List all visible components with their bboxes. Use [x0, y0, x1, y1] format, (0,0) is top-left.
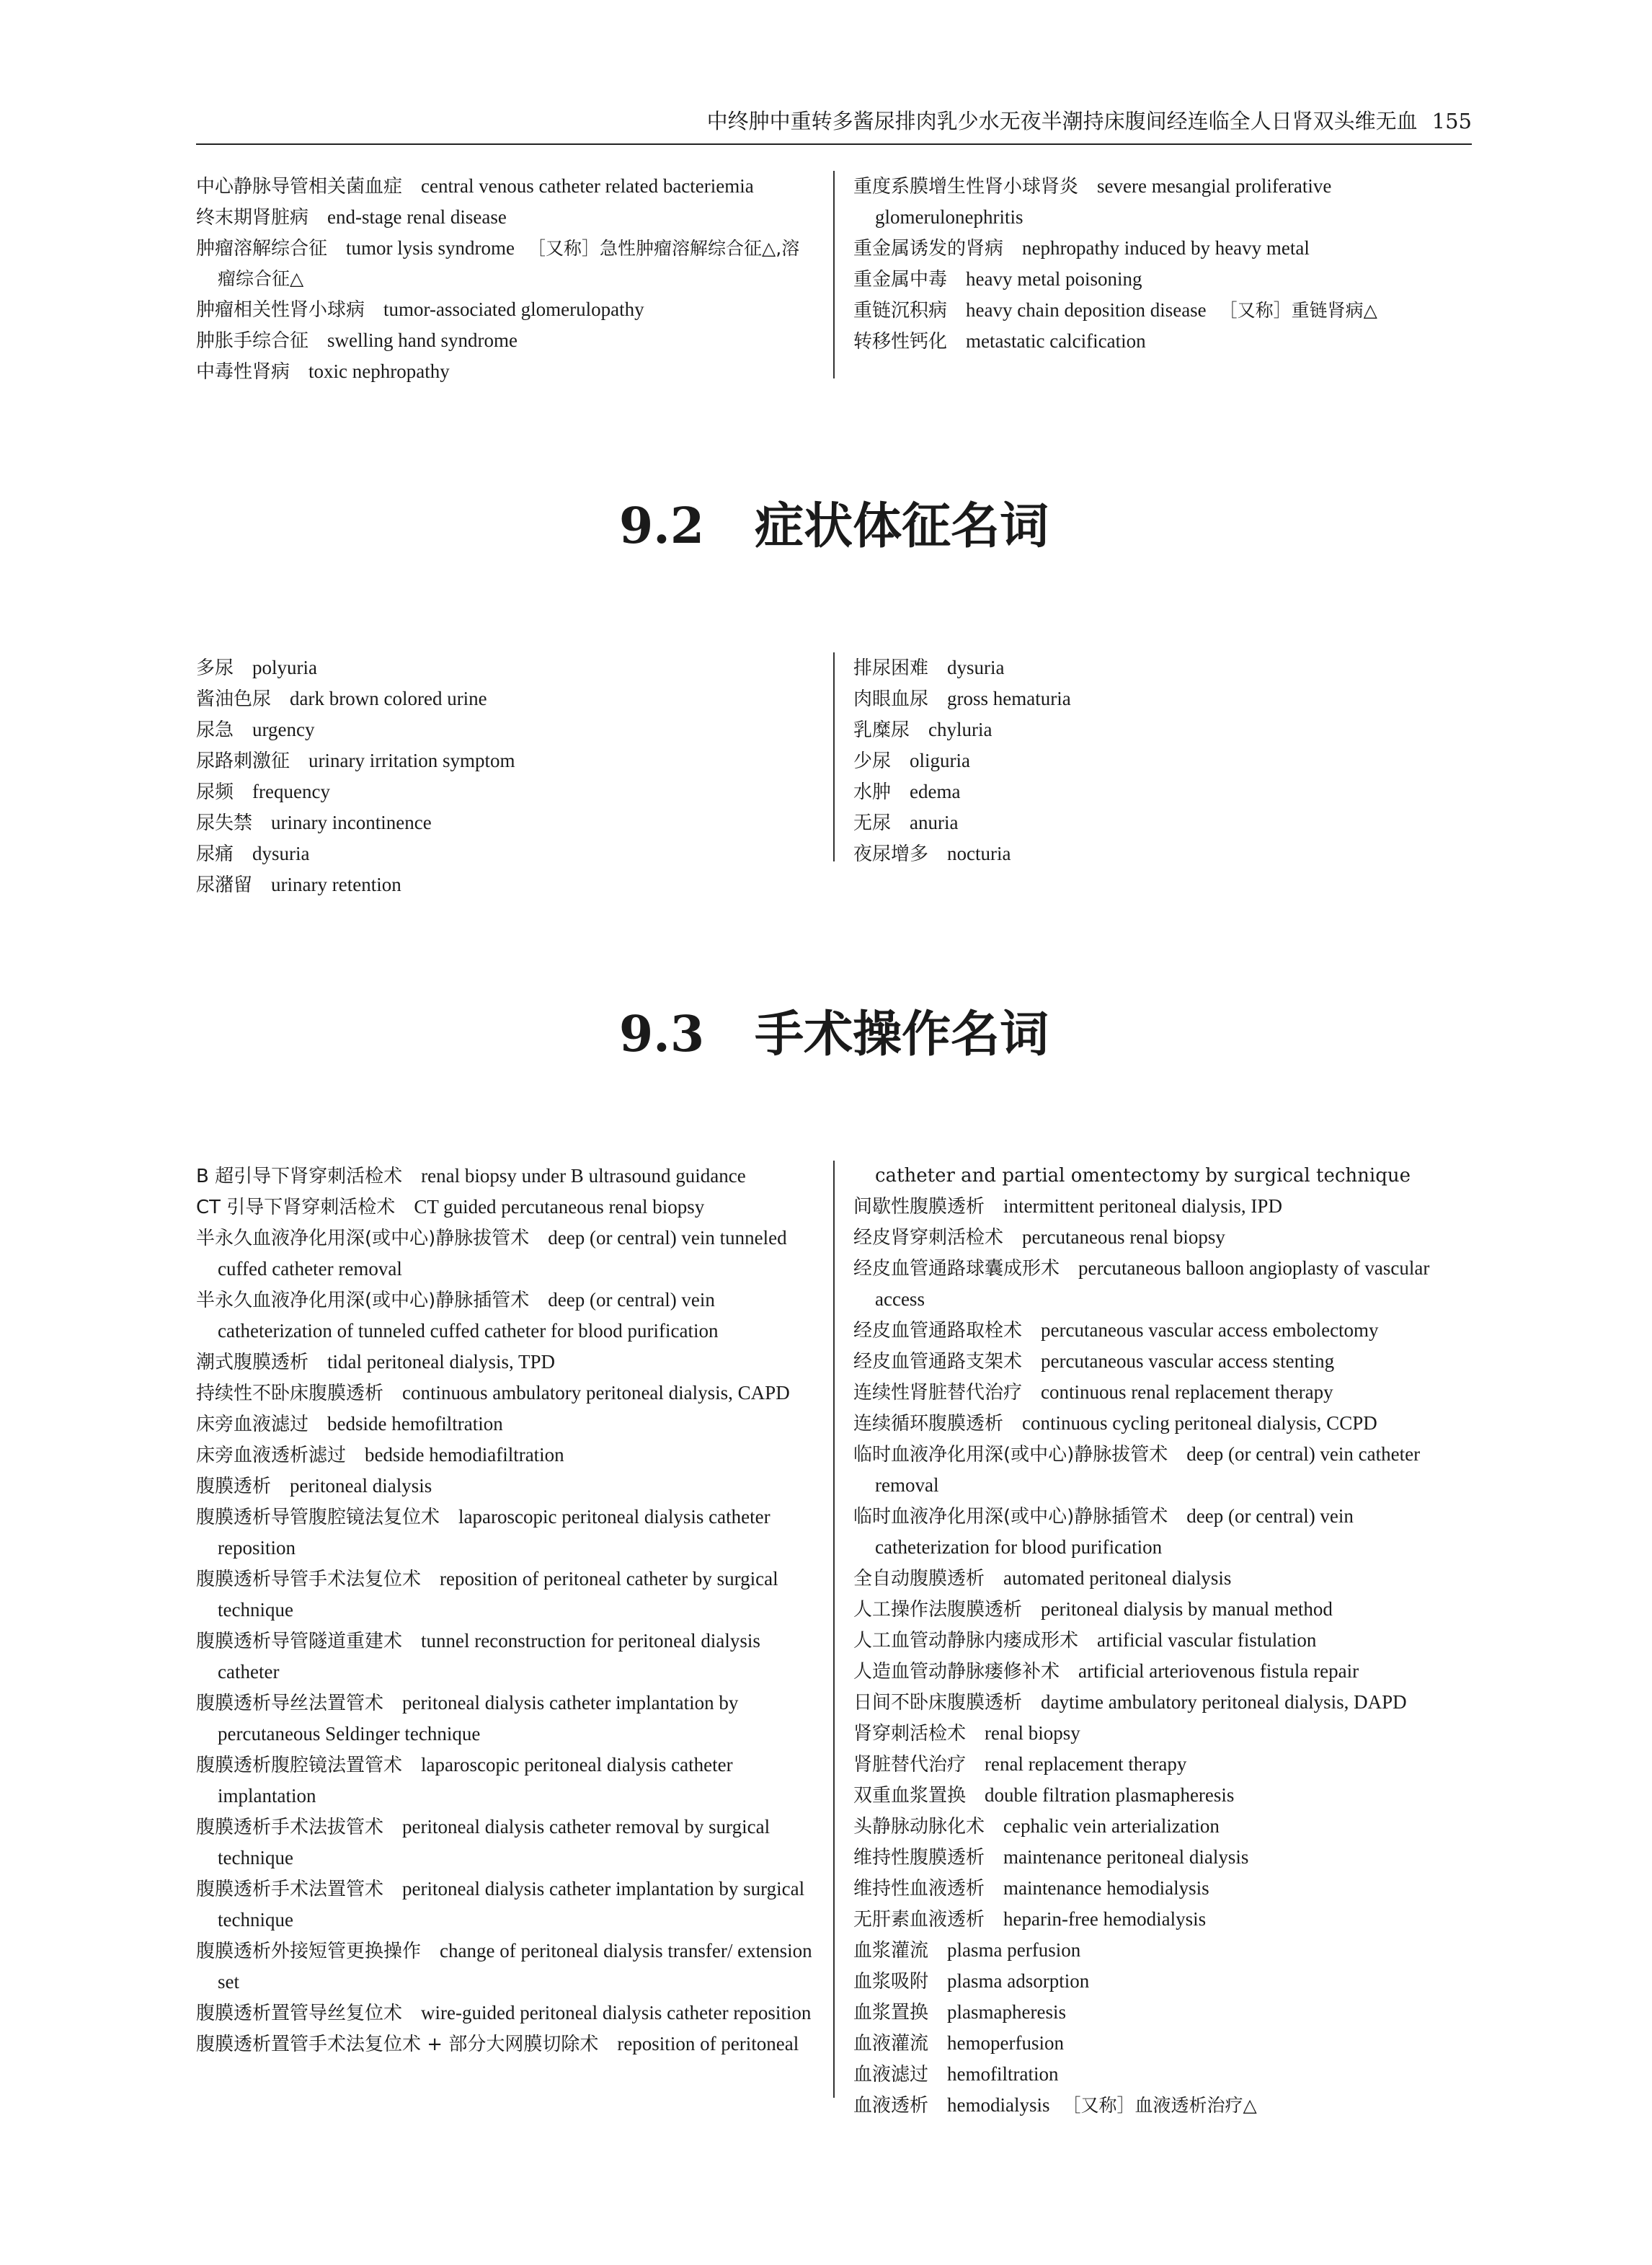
term-entry	[853, 838, 1472, 869]
term-entry	[853, 652, 1472, 683]
term-english: peritoneal dialysis catheter removal by surgical technique	[218, 1816, 771, 1869]
term-english: cephalic vein arterialization	[1003, 1815, 1220, 1837]
term-chinese: 人造血管动静脉瘘修补术	[853, 1661, 1060, 1683]
term-entry	[196, 838, 816, 869]
term-chinese: 腹膜透析	[196, 1476, 272, 1497]
term-entry	[196, 1223, 816, 1285]
term-entry	[196, 1347, 816, 1378]
term-entry	[853, 1718, 1472, 1749]
term-entry	[853, 1377, 1472, 1408]
term-english: bedside hemodiafiltration	[365, 1444, 564, 1466]
term-entry	[853, 2059, 1472, 2090]
term-entry	[853, 683, 1472, 714]
term-english: laparoscopic peritoneal dialysis catheter reposition	[218, 1506, 771, 1559]
term-entry	[196, 294, 816, 325]
term-chinese: 乳糜尿	[853, 719, 910, 741]
term-english: dysuria	[252, 843, 310, 864]
term-entry	[196, 356, 816, 387]
term-entry	[196, 1161, 816, 1192]
term-english: plasma adsorption	[947, 1970, 1090, 1992]
term-chinese: 中心静脉导管相关菌血症	[196, 176, 403, 198]
term-chinese: 腹膜透析置管导丝复位术	[196, 2003, 403, 2024]
term-entry	[853, 776, 1472, 807]
term-english: continuous cycling peritoneal dialysis, CCPD	[1022, 1412, 1377, 1434]
term-entry	[853, 714, 1472, 745]
header-rule	[196, 143, 1472, 145]
term-chinese: 尿频	[196, 781, 234, 803]
running-head	[196, 107, 1472, 136]
term-entry	[853, 2028, 1472, 2059]
term-entry	[196, 1471, 816, 1502]
left-column	[196, 652, 816, 900]
term-entry	[196, 1998, 816, 2029]
term-entry	[196, 1285, 816, 1347]
section-title-9-2	[196, 497, 1472, 555]
section-procedures	[196, 1161, 1472, 2116]
term-english: nephropathy induced by heavy metal	[1022, 237, 1310, 259]
term-english: deep (or central) vein tunneled cuffed catheter removal	[218, 1227, 787, 1280]
term-english: swelling hand syndrome	[327, 329, 518, 351]
term-chinese: 血浆置换	[853, 2002, 929, 2024]
term-english: chyluria	[928, 719, 992, 740]
term-chinese: 腹膜透析导管隧道重建术	[196, 1631, 403, 1652]
term-english: artificial arteriovenous fistula repair	[1078, 1660, 1359, 1682]
term-entry	[853, 1904, 1472, 1935]
term-entry	[196, 714, 816, 745]
term-synonym: ［又称］血液透析治疗△	[1062, 2095, 1257, 2116]
term-chinese: B 超引导下肾穿刺活检术	[196, 1166, 403, 1187]
term-entry	[853, 1811, 1472, 1842]
term-entry	[853, 1501, 1472, 1563]
term-entry	[853, 1439, 1472, 1501]
term-chinese: 水肿	[853, 781, 892, 803]
term-english: metastatic calcification	[966, 330, 1146, 352]
term-chinese: 终末期肾脏病	[196, 207, 309, 229]
term-chinese: 无肝素血液透析	[853, 1909, 985, 1931]
term-entry	[853, 171, 1472, 233]
term-english: percutaneous balloon angioplasty of vascular access	[875, 1257, 1430, 1310]
term-chinese: 连续循环腹膜透析	[853, 1413, 1004, 1435]
term-chinese: 腹膜透析手术法拔管术	[196, 1817, 384, 1838]
term-english: daytime ambulatory peritoneal dialysis, DAPD	[1041, 1691, 1407, 1713]
term-entry	[853, 807, 1472, 838]
term-chinese: 经皮血管通路支架术	[853, 1351, 1023, 1373]
term-chinese: 腹膜透析腹腔镜法置管术	[196, 1755, 403, 1776]
term-english: peritoneal dialysis by manual method	[1041, 1598, 1333, 1620]
right-entries	[853, 1191, 1472, 2121]
term-english: urinary incontinence	[271, 812, 432, 833]
term-english: hemoperfusion	[947, 2032, 1064, 2054]
term-chinese: 腹膜透析外接短管更换操作	[196, 1941, 422, 1962]
term-english: deep (or central) vein catheterization for blood purification	[875, 1505, 1354, 1558]
term-chinese: 肿胀手综合征	[196, 330, 309, 352]
term-english: hemodialysis	[947, 2094, 1050, 2116]
term-entry	[853, 1563, 1472, 1594]
term-chinese: 夜尿增多	[853, 843, 929, 865]
term-english: maintenance hemodialysis	[1003, 1877, 1209, 1899]
term-chinese: 肿瘤溶解综合征	[196, 238, 328, 260]
term-english: continuous renal replacement therapy	[1041, 1381, 1333, 1403]
term-english: nocturia	[947, 843, 1011, 864]
term-english: heavy chain deposition disease	[966, 299, 1207, 321]
term-chinese: 腹膜透析导丝法置管术	[196, 1693, 384, 1714]
term-entry	[853, 326, 1472, 357]
term-english: peritoneal dialysis	[290, 1475, 432, 1497]
term-entry	[853, 745, 1472, 776]
term-chinese: 肿瘤相关性肾小球病	[196, 299, 365, 321]
term-english: wire-guided peritoneal dialysis catheter reposition	[421, 2002, 812, 2024]
term-entry	[853, 1780, 1472, 1811]
term-entry	[196, 1440, 816, 1471]
term-entry	[196, 1409, 816, 1440]
column-divider	[833, 171, 835, 378]
term-entry	[853, 1935, 1472, 1966]
term-english: dark brown colored urine	[290, 688, 487, 709]
term-entry	[196, 869, 816, 900]
term-entry	[853, 1253, 1472, 1315]
term-english: hemofiltration	[947, 2063, 1059, 2085]
term-english: percutaneous vascular access embolectomy	[1041, 1319, 1379, 1341]
term-english: percutaneous vascular access stenting	[1041, 1350, 1335, 1372]
section-title-9-3	[196, 1006, 1472, 1063]
term-chinese: 尿急	[196, 719, 234, 741]
term-entry	[196, 325, 816, 356]
term-english: tidal peritoneal dialysis, TPD	[327, 1351, 555, 1373]
term-english: renal biopsy	[985, 1722, 1080, 1744]
page-number: 155	[1431, 109, 1472, 133]
term-chinese: 重金属诱发的肾病	[853, 238, 1004, 260]
term-chinese: 半永久血液净化用深(或中心)静脉插管术	[196, 1290, 530, 1311]
column-divider	[833, 652, 835, 861]
term-chinese: 尿路刺激征	[196, 750, 290, 772]
right-column	[853, 652, 1472, 869]
term-entry	[196, 1626, 816, 1688]
term-english: heparin-free hemodialysis	[1003, 1908, 1207, 1930]
term-chinese: 尿失禁	[196, 812, 253, 834]
term-chinese: 排尿困难	[853, 657, 929, 679]
term-entry	[853, 1749, 1472, 1780]
term-chinese: 维持性腹膜透析	[853, 1847, 985, 1869]
term-chinese: 肉眼血尿	[853, 688, 929, 710]
term-chinese: 持续性不卧床腹膜透析	[196, 1383, 384, 1404]
term-english: urgency	[252, 719, 315, 740]
term-chinese: 腹膜透析置管手术法复位术 + 部分大网膜切除术	[196, 2034, 599, 2055]
term-chinese: 潮式腹膜透析	[196, 1352, 309, 1373]
term-english: deep (or central) vein catheterization of tunneled cuffed catheter for blood purification	[218, 1289, 719, 1342]
term-chinese: 多尿	[196, 657, 234, 679]
term-chinese: 腹膜透析手术法置管术	[196, 1879, 384, 1900]
term-chinese: 临时血液净化用深(或中心)静脉插管术	[853, 1506, 1168, 1528]
term-entry	[196, 1812, 816, 1874]
term-english: plasmapheresis	[947, 2001, 1066, 2023]
term-entry	[853, 2090, 1472, 2121]
term-chinese: 重链沉积病	[853, 300, 948, 322]
term-entry	[196, 202, 816, 233]
running-head-title: 中终肿中重转多酱尿排肉乳少水无夜半潮持床腹间经连临全人日肾双头维无血	[706, 109, 1418, 133]
left-column	[196, 171, 816, 387]
term-chinese: 间歇性腹膜透析	[853, 1196, 985, 1218]
term-english: reposition of peritoneal	[617, 2033, 799, 2055]
section-heading: 手术操作名词	[755, 1006, 1049, 1063]
entry-continuation: catheter and partial omentectomy by surgical technique	[875, 1165, 1411, 1187]
term-synonym: ［又称］重链肾病△	[1219, 300, 1377, 321]
term-chinese: 尿痛	[196, 843, 234, 865]
term-chinese: 血液灌流	[853, 2033, 929, 2055]
term-entry	[196, 2029, 816, 2060]
term-chinese: 腹膜透析导管手术法复位术	[196, 1569, 422, 1590]
term-english: dysuria	[947, 657, 1005, 678]
term-english: renal biopsy under B ultrasound guidance	[421, 1165, 746, 1187]
term-chinese: 头静脉动脉化术	[853, 1816, 985, 1838]
term-entry	[853, 1191, 1472, 1222]
term-english: continuous ambulatory peritoneal dialysis, CAPD	[402, 1382, 790, 1404]
term-english: automated peritoneal dialysis	[1003, 1567, 1232, 1589]
term-english: severe mesangial proliferative glomerulonephritis	[875, 175, 1332, 228]
term-entry	[196, 1688, 816, 1750]
section-number: 9.3	[618, 1006, 705, 1063]
term-entry	[853, 233, 1472, 264]
term-synonym: ［又称］急性肿瘤溶解综合征△,溶瘤综合征△	[218, 238, 800, 289]
term-chinese: 床旁血液透析滤过	[196, 1445, 347, 1466]
term-english: urinary retention	[271, 874, 401, 895]
term-english: urinary irritation symptom	[308, 750, 515, 771]
term-english: peritoneal dialysis catheter implantation by surgical technique	[218, 1878, 805, 1931]
term-english: tunnel reconstruction for peritoneal dialysis catheter	[218, 1630, 760, 1683]
term-chinese: 床旁血液滤过	[196, 1414, 309, 1435]
term-chinese: 重度系膜增生性肾小球肾炎	[853, 176, 1079, 198]
term-english: artificial vascular fistulation	[1097, 1629, 1317, 1651]
term-chinese: 日间不卧床腹膜透析	[853, 1692, 1023, 1714]
term-english: anuria	[910, 812, 959, 833]
term-entry	[196, 1564, 816, 1626]
term-english: bedside hemofiltration	[327, 1413, 503, 1435]
term-entry	[853, 1873, 1472, 1904]
term-chinese: 半永久血液净化用深(或中心)静脉拔管术	[196, 1228, 530, 1249]
term-english: maintenance peritoneal dialysis	[1003, 1846, 1249, 1868]
section-diseases-continued	[196, 171, 1472, 383]
term-english: end-stage renal disease	[327, 206, 507, 228]
term-chinese: 酱油色尿	[196, 688, 272, 710]
term-chinese: 转移性钙化	[853, 331, 948, 353]
term-chinese: 血液透析	[853, 2095, 929, 2116]
term-chinese: 血液滤过	[853, 2064, 929, 2086]
term-english: reposition of peritoneal catheter by surgical technique	[218, 1568, 778, 1621]
term-english: double filtration plasmapheresis	[985, 1784, 1235, 1806]
term-english: renal replacement therapy	[985, 1753, 1187, 1775]
term-entry	[196, 1874, 816, 1936]
term-chinese: 全自动腹膜透析	[853, 1568, 985, 1590]
term-entry	[853, 295, 1472, 326]
right-column	[853, 1161, 1472, 2121]
term-entry	[196, 1378, 816, 1409]
term-chinese: 双重血浆置换	[853, 1785, 967, 1807]
term-chinese: 无尿	[853, 812, 892, 834]
term-chinese: 经皮血管通路取栓术	[853, 1320, 1023, 1342]
term-entry	[853, 1842, 1472, 1873]
section-symptoms	[196, 652, 1472, 896]
term-english: edema	[910, 781, 961, 802]
term-chinese: 重金属中毒	[853, 269, 948, 291]
term-entry	[196, 745, 816, 776]
term-entry	[196, 807, 816, 838]
term-chinese: 人工操作法腹膜透析	[853, 1599, 1023, 1621]
term-english: central venous catheter related bacteriemia	[421, 175, 754, 197]
term-chinese: 连续性肾脏替代治疗	[853, 1382, 1023, 1404]
term-english: percutaneous renal biopsy	[1022, 1226, 1225, 1248]
term-entry	[196, 1750, 816, 1812]
left-column	[196, 1161, 816, 2060]
term-english: plasma perfusion	[947, 1939, 1081, 1961]
term-chinese: 尿潴留	[196, 874, 253, 896]
term-entry	[853, 1625, 1472, 1656]
term-english: oliguria	[910, 750, 970, 771]
term-english: polyuria	[252, 657, 317, 678]
term-chinese: 少尿	[853, 750, 892, 772]
term-chinese: CT 引导下肾穿刺活检术	[196, 1197, 396, 1218]
term-english: gross hematuria	[947, 688, 1071, 709]
term-english: CT guided percutaneous renal biopsy	[414, 1196, 705, 1218]
term-english: toxic nephropathy	[308, 360, 450, 382]
term-entry	[853, 1966, 1472, 1997]
term-entry	[196, 233, 816, 294]
term-chinese: 临时血液净化用深(或中心)静脉拔管术	[853, 1444, 1168, 1466]
term-entry	[196, 1192, 816, 1223]
term-chinese: 肾穿刺活检术	[853, 1723, 967, 1745]
term-chinese: 人工血管动静脉内瘘成形术	[853, 1630, 1079, 1652]
term-chinese: 肾脏替代治疗	[853, 1754, 967, 1776]
term-entry	[196, 1502, 816, 1564]
section-number: 9.2	[618, 497, 705, 555]
term-chinese: 经皮肾穿刺活检术	[853, 1227, 1004, 1249]
term-entry	[853, 1408, 1472, 1439]
term-english: peritoneal dialysis catheter implantation by percutaneous Seldinger technique	[218, 1692, 739, 1745]
term-entry	[196, 683, 816, 714]
term-chinese: 血浆灌流	[853, 1940, 929, 1962]
term-entry	[196, 1936, 816, 1998]
term-chinese: 中毒性肾病	[196, 361, 290, 383]
term-entry	[853, 1222, 1472, 1253]
section-heading: 症状体征名词	[755, 497, 1049, 555]
term-english: heavy metal poisoning	[966, 268, 1142, 290]
term-entry	[196, 652, 816, 683]
term-english: tumor lysis syndrome	[346, 237, 515, 259]
term-english: intermittent peritoneal dialysis, IPD	[1003, 1195, 1282, 1217]
term-english: change of peritoneal dialysis transfer/ extension set	[218, 1940, 812, 1993]
term-entry	[853, 1656, 1472, 1687]
term-english: deep (or central) vein catheter removal	[875, 1443, 1421, 1496]
term-chinese: 维持性血液透析	[853, 1878, 985, 1900]
term-english: frequency	[252, 781, 330, 802]
term-entry	[853, 1594, 1472, 1625]
term-chinese: 血浆吸附	[853, 1971, 929, 1993]
term-entry	[853, 1315, 1472, 1346]
term-entry	[853, 1997, 1472, 2028]
term-chinese: 腹膜透析导管腹腔镜法复位术	[196, 1507, 440, 1528]
term-entry	[196, 776, 816, 807]
term-english: tumor-associated glomerulopathy	[383, 298, 644, 320]
term-chinese: 经皮血管通路球囊成形术	[853, 1258, 1060, 1280]
right-column	[853, 171, 1472, 357]
term-english: laparoscopic peritoneal dialysis catheter implantation	[218, 1754, 733, 1807]
term-entry	[853, 1346, 1472, 1377]
term-entry	[196, 171, 816, 202]
column-divider	[833, 1161, 835, 2098]
term-entry	[853, 264, 1472, 295]
term-entry	[853, 1687, 1472, 1718]
